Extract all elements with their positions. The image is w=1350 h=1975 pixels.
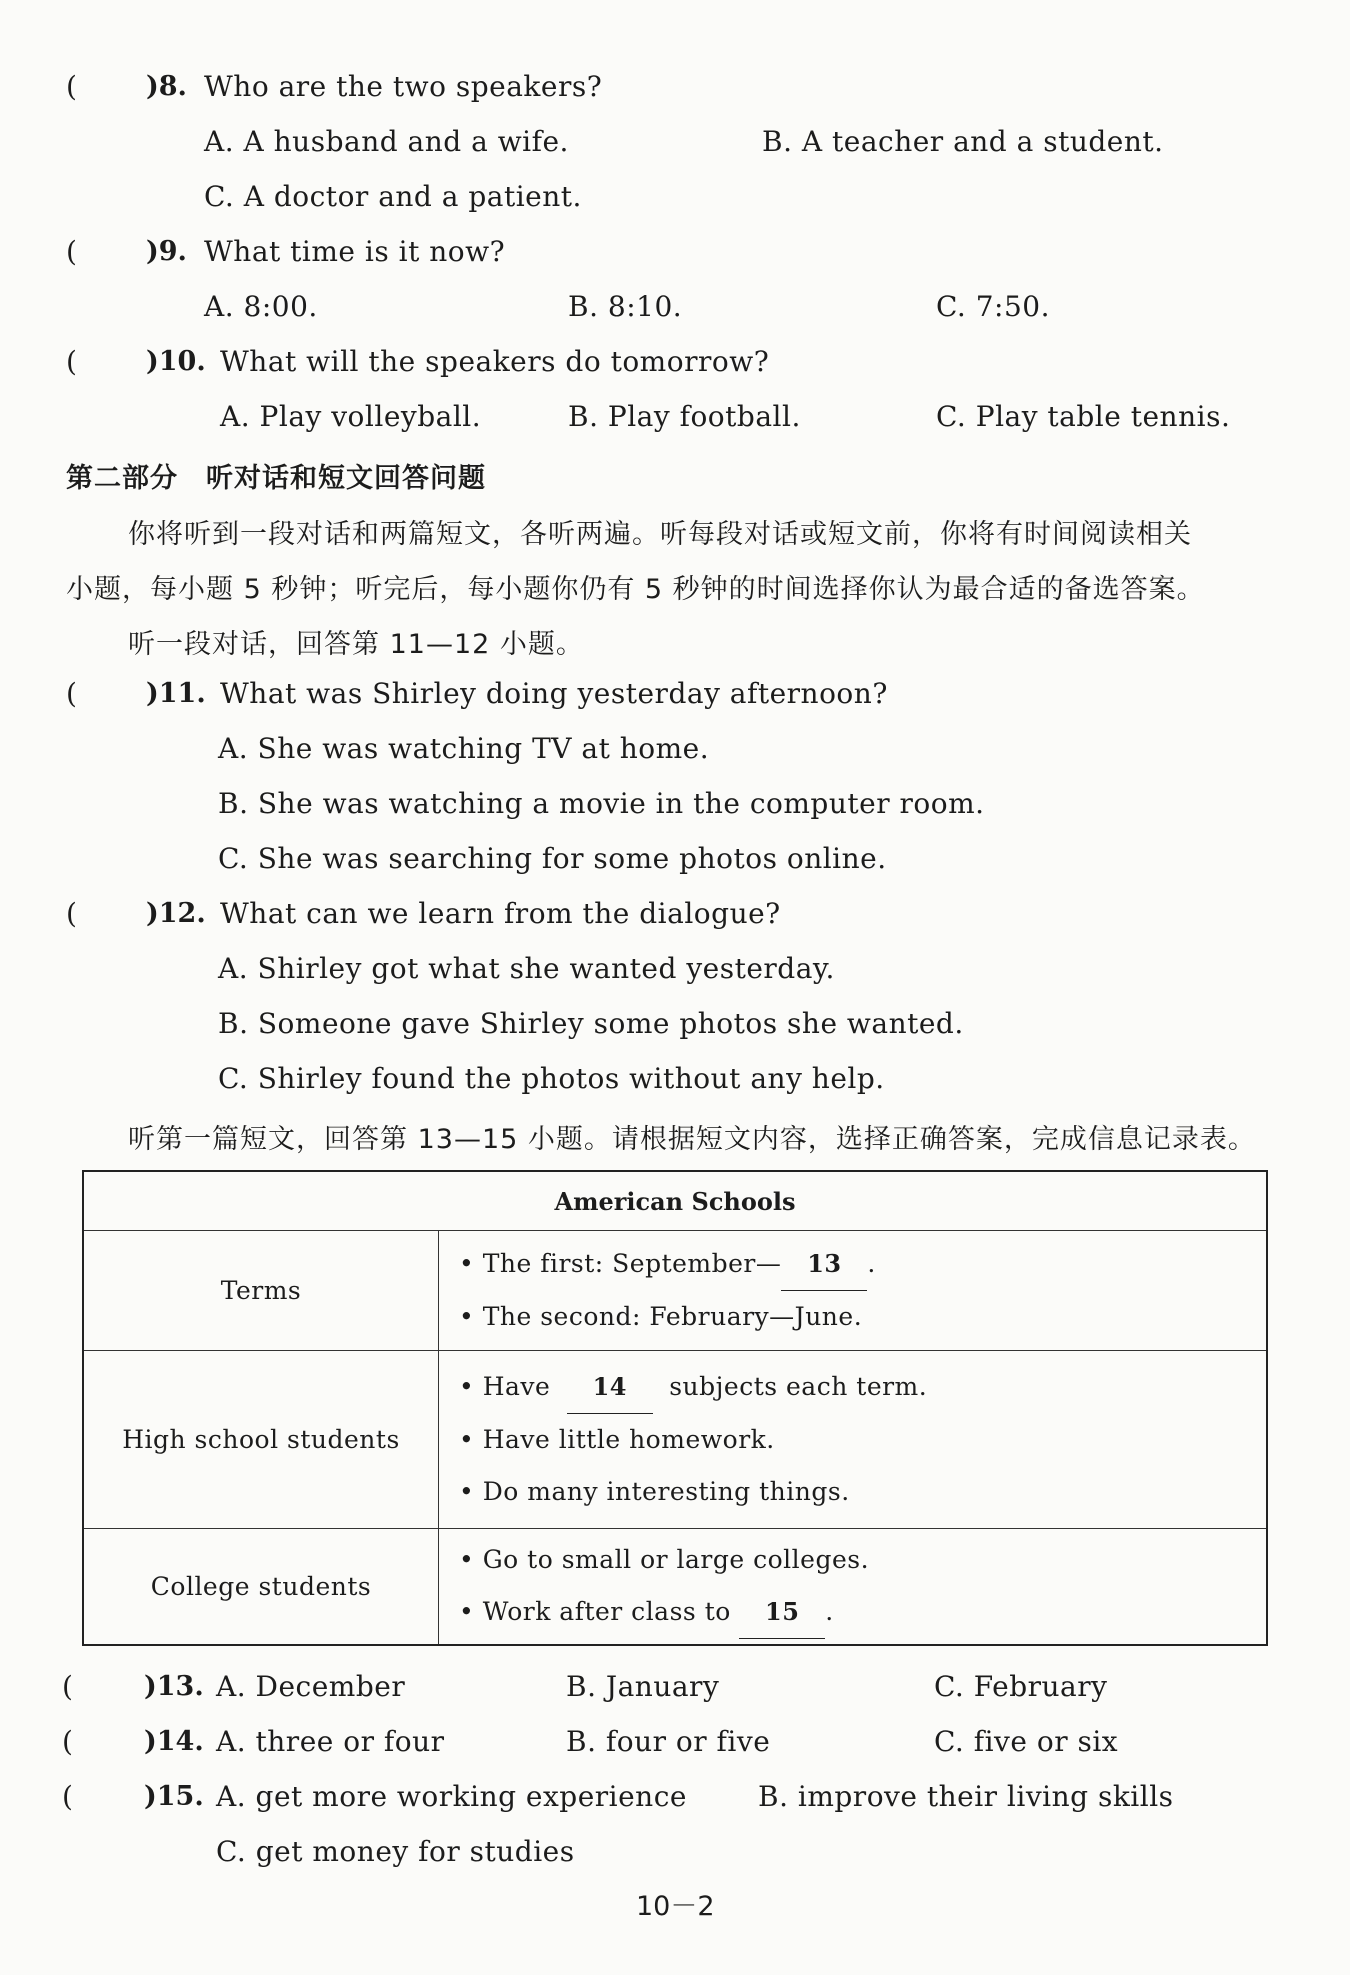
row-content-college — [439, 1529, 1268, 1646]
line-text: • Have — [459, 1372, 559, 1401]
option-c[interactable]: C. February — [934, 1670, 1108, 1703]
question-text: What time is it now? — [204, 235, 506, 268]
option-c[interactable]: C. She was searching for some photos online. — [218, 842, 887, 875]
question-text: What can we learn from the dialogue? — [220, 897, 781, 930]
table-line — [459, 1238, 1266, 1291]
table-title: American Schools — [83, 1171, 1267, 1231]
row-content-high-school — [439, 1351, 1268, 1529]
line-text: • The first: September— — [459, 1249, 782, 1278]
option-a[interactable]: A. get more working experience — [216, 1780, 687, 1813]
row-label-terms: Terms — [83, 1231, 439, 1351]
answer-paren[interactable]: ( — [66, 677, 77, 710]
answer-paren[interactable]: ( — [66, 897, 77, 930]
question-text: Who are the two speakers? — [204, 70, 603, 103]
option-b[interactable]: B. four or five — [566, 1725, 771, 1758]
option-b[interactable]: B. Someone gave Shirley some photos she wanted. — [218, 1007, 964, 1040]
question-number: )14. — [144, 1726, 204, 1757]
dialogue-intro: 听一段对话，回答第 11—12 小题。 — [128, 629, 584, 660]
question-number: )15. — [144, 1781, 204, 1812]
option-c[interactable]: C. get money for studies — [216, 1835, 575, 1868]
table-line: • Go to small or large colleges. — [459, 1545, 870, 1574]
passage-intro: 听第一篇短文，回答第 13—15 小题。请根据短文内容，选择正确答案，完成信息记录表。 — [128, 1124, 1256, 1155]
question-number: )13. — [144, 1671, 204, 1702]
instruction-line-2: 小题，每小题 5 秒钟；听完后，每小题你仍有 5 秒钟的时间选择你认为最合适的备选答案。 — [66, 574, 1205, 605]
line-text: . — [867, 1249, 876, 1278]
option-b[interactable]: B. Play football. — [568, 400, 801, 433]
section-heading: 第二部分 听对话和短文回答问题 — [66, 463, 486, 494]
row-label-college: College students — [83, 1529, 439, 1646]
answer-paren[interactable]: ( — [62, 1670, 73, 1703]
answer-blank-14[interactable]: 14 — [567, 1361, 653, 1414]
option-a[interactable]: A. Shirley got what she wanted yesterday. — [218, 952, 835, 985]
line-text: . — [825, 1597, 834, 1626]
question-text: What was Shirley doing yesterday afternoon? — [220, 677, 888, 710]
option-a[interactable]: A. She was watching TV at home. — [218, 732, 710, 765]
option-c[interactable]: C. Play table tennis. — [936, 400, 1231, 433]
option-c[interactable]: C. five or six — [934, 1725, 1119, 1758]
option-a[interactable]: A. December — [216, 1670, 406, 1703]
option-b[interactable]: B. She was watching a movie in the computer room. — [218, 787, 985, 820]
question-number: )8. — [146, 71, 187, 102]
row-label-high-school: High school students — [83, 1351, 439, 1529]
option-b[interactable]: B. 8:10. — [568, 290, 683, 323]
question-number: )11. — [146, 678, 206, 709]
page-number: 10－2 — [636, 1891, 715, 1922]
row-content-terms — [439, 1231, 1268, 1351]
table-line — [459, 1586, 1266, 1639]
answer-paren[interactable]: ( — [66, 345, 77, 378]
table-line: • Have little homework. — [459, 1425, 775, 1454]
instruction-line-1: 你将听到一段对话和两篇短文，各听两遍。听每段对话或短文前，你将有时间阅读相关 — [128, 519, 1192, 550]
line-text: subjects each term. — [660, 1372, 928, 1401]
option-c[interactable]: C. A doctor and a patient. — [204, 180, 582, 213]
option-b[interactable]: B. A teacher and a student. — [762, 125, 1164, 158]
option-c[interactable]: C. Shirley found the photos without any help. — [218, 1062, 885, 1095]
answer-blank-15[interactable]: 15 — [739, 1586, 825, 1639]
answer-blank-13[interactable]: 13 — [781, 1238, 867, 1291]
answer-paren[interactable]: ( — [66, 70, 77, 103]
table-line — [459, 1361, 1266, 1414]
answer-paren[interactable]: ( — [66, 235, 77, 268]
question-number: )10. — [146, 346, 206, 377]
option-a[interactable]: A. three or four — [216, 1725, 445, 1758]
answer-paren[interactable]: ( — [62, 1780, 73, 1813]
option-b[interactable]: B. January — [566, 1670, 720, 1703]
table-line: • Do many interesting things. — [459, 1477, 850, 1506]
option-a[interactable]: A. Play volleyball. — [220, 400, 482, 433]
option-a[interactable]: A. A husband and a wife. — [204, 125, 569, 158]
info-record-table — [82, 1170, 1268, 1646]
answer-paren[interactable]: ( — [62, 1725, 73, 1758]
question-number: )9. — [146, 236, 187, 267]
option-a[interactable]: A. 8:00. — [204, 290, 318, 323]
option-c[interactable]: C. 7:50. — [936, 290, 1051, 323]
option-b[interactable]: B. improve their living skills — [758, 1780, 1174, 1813]
line-text: • Work after class to — [459, 1597, 740, 1626]
question-number: )12. — [146, 898, 206, 929]
table-line: • The second: February—June. — [459, 1302, 863, 1331]
question-text: What will the speakers do tomorrow? — [220, 345, 770, 378]
